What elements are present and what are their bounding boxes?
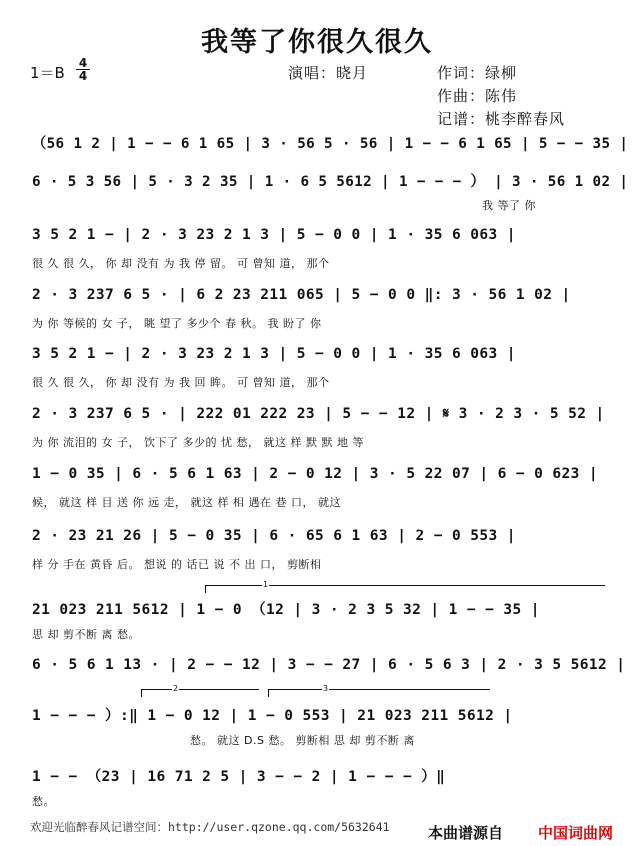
volta-1-number: 1 [263, 580, 269, 589]
volta-3-start [268, 689, 269, 697]
meter-bottom: 4 [76, 69, 90, 82]
song-title: 我等了你很久很久 [201, 27, 433, 58]
lyricist-credit: 作词：绿柳 [437, 64, 518, 82]
score-music-line-11: 1 − − − ）:‖ 1 − 0 12 | 1 − 0 553 | 21 023 211 5612 | [32, 708, 513, 724]
score-lyric-line-6: 为 你 流泪的 女 子， 饮下了 多少的 忧 愁， 就这 样 默 默 地 等 [32, 436, 364, 449]
volta-1-start [205, 585, 206, 593]
notation-credit: 记谱：桃李醉春风 [437, 110, 566, 128]
score-music-line-9: 21 023 211 5612 | 1 − 0 （12 | 3 · 2 3 5 32 | 1 − − 35 | [32, 602, 540, 618]
key-signature: 1＝B [30, 64, 65, 82]
score-music-line-4: 2 · 3 237 6 5 · | 6 2 23 211 065 | 5 − 0 0 ‖: 3 · 56 1 02 | [32, 287, 571, 303]
composer-credit: 作曲：陈伟 [437, 87, 518, 105]
score-music-line-12: 1 − − （23 | 16 71 2 5 | 3 − − 2 | 1 − − − ）‖ [32, 769, 446, 785]
score-lyric-line-12: 愁。 [32, 795, 55, 808]
score-music-line-5: 3 5 2 1 − | 2 · 3 23 2 1 3 | 5 − 0 0 | 1 · 35 6 063 | [32, 346, 516, 362]
singer-credit: 演唱：晓月 [288, 64, 369, 82]
score-lyric-line-9: 思 却 剪不断 离 愁。 [32, 628, 140, 641]
volta-2-number: 2 [173, 684, 179, 693]
score-lyric-line-11: 愁。 就这 D.S 愁。 剪断相 思 却 剪不断 离 [190, 734, 415, 747]
brand-logo: 中国词曲网 [538, 824, 614, 842]
volta-2-bracket [141, 689, 259, 690]
score-music-line-3: 3 5 2 1 − | 2 · 3 23 2 1 3 | 5 − 0 0 | 1 · 35 6 063 | [32, 227, 516, 243]
score-music-line-10: 6 · 5 6 1 13 · | 2 − − 12 | 3 − − 27 | 6 · 5 6 3 | 2 · 3 5 5612 | [32, 657, 626, 673]
volta-2-start [141, 689, 142, 697]
meter-top: 4 [78, 56, 88, 70]
score-music-line-8: 2 · 23 21 26 | 5 − 0 35 | 6 · 65 6 1 63 | 2 − 0 553 | [32, 528, 516, 544]
score-lyric-line-5: 很 久 很 久， 你 却 没有 为 我 回 眸。 可 曾知 道， 那个 [32, 376, 330, 389]
score-music-line-1: （56 1 2 | 1 − − 6 1 65 | 3 · 56 5 · 56 | 1 − − 6 1 65 | 5 − − 35 | [32, 136, 629, 152]
time-signature [76, 57, 90, 82]
score-lyric-line-4: 为 你 等候的 女 子， 眺 望了 多少个 春 秋。 我 盼了 你 [32, 317, 322, 330]
score-music-line-6: 2 · 3 237 6 5 · | 222 01 222 23 | 5 − − 12 | 𝄋 3 · 2 3 · 5 52 | [32, 406, 605, 422]
score-music-line-2: 6 · 5 3 56 | 5 · 3 2 35 | 1 · 6 5 5612 | 1 − − − ） | 3 · 56 1 02 | [32, 174, 629, 190]
source-label: 本曲谱源自 [428, 824, 504, 842]
volta-3-number: 3 [323, 684, 329, 693]
score-lyric-line-8: 样 分 手在 黄昏 后。 想说 的 话已 说 不 出 口， 剪断相 [32, 558, 322, 571]
score-lyric-line-7: 候， 就这 样 目 送 你 远 走， 就这 样 相 遇在 巷 口， 就这 [32, 496, 341, 509]
score-music-line-7: 1 − 0 35 | 6 · 5 6 1 63 | 2 − 0 12 | 3 · 5 22 07 | 6 − 0 623 | [32, 466, 599, 482]
volta-3-bracket [268, 689, 490, 690]
score-lyric-line-3: 很 久 很 久， 你 却 没有 为 我 停 留。 可 曾知 道， 那个 [32, 257, 330, 270]
score-lyric-line-2: 我 等了 你 [482, 199, 536, 212]
footer-note: 欢迎光临醉春风记谱空间：http://user.qzone.qq.com/5632641 [30, 820, 390, 834]
